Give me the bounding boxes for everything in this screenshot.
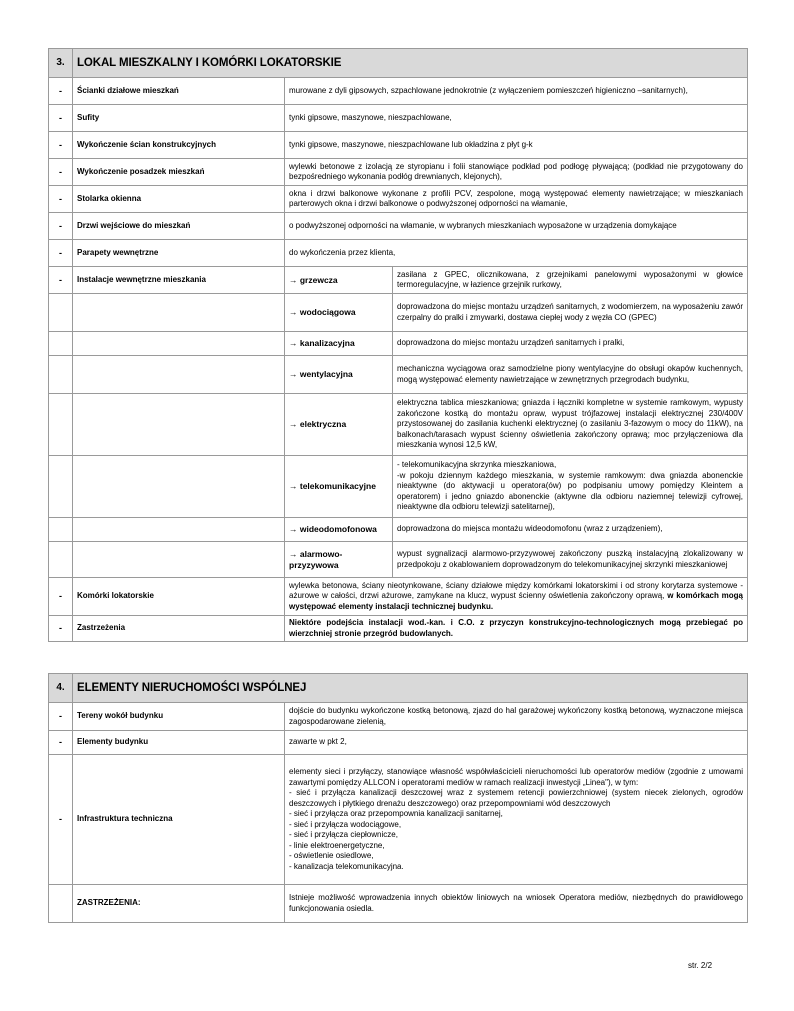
row-label: Wykończenie posadzek mieszkań xyxy=(73,159,285,186)
lockers-description xyxy=(285,578,748,616)
installation-row xyxy=(49,356,748,394)
row-description: tynki gipsowe, maszynowe, nieszpachlowane lub okładzina z płyt g-k xyxy=(285,132,748,159)
installation-name: → wideodomofonowa xyxy=(285,518,393,542)
table-row xyxy=(49,240,748,267)
reservations-description: Niektóre podejścia instalacji wod.-kan. i C.O. z przyczyn konstrukcyjno-technologicznych mogą przebiegać po wierzchniej stronie przegród budowlanych. xyxy=(285,616,748,642)
table-row xyxy=(49,616,748,642)
row-dash: - xyxy=(49,703,73,731)
empty-cell xyxy=(49,518,73,542)
row-label: Drzwi wejściowe do mieszkań xyxy=(73,213,285,240)
row-description: murowane z dyli gipsowych, szpachlowane jednokrotnie (z wyłączeniem pomieszczeń higieniczno –sanitarnych), xyxy=(285,78,748,105)
row-dash: - xyxy=(49,755,73,885)
table-row xyxy=(49,132,748,159)
installation-description: doprowadzona do miejsca montażu wideodomofonu (wraz z urządzeniem), xyxy=(393,518,748,542)
installation-name: → telekomunikacyjne xyxy=(285,456,393,518)
empty-cell xyxy=(73,332,285,356)
empty-cell xyxy=(49,356,73,394)
installation-row xyxy=(49,542,748,578)
reservations-label: ZASTRZEŻENIA: xyxy=(73,885,285,923)
row-description: elementy sieci i przyłączy, stanowiące własność współwłaścicieli nieruchomości lub operatorów mediów (zgodnie z umowami zawartymi pomiędzy ALLCON i operatorami mediów w ramach realizacji inwestycji „Linea"), w tym: - sieć i przyłącza kanalizacji deszczowej wraz z systemem retencji powierzchniowej (system niecek zielonych, ogrodów deszczowych i płytkiego drenażu deszczowego) oraz przepompowniami wód deszczowych - sieć i przyłącza oraz przepompownia kanalizacji sanitarnej, - sieć i przyłącza wodociągowe, - sieć i przyłącza ciepłownicze, - linie elektroenergetyczne, - oświetlenie osiedlowe, - kanalizacja telekomunikacyjna. xyxy=(285,755,748,885)
installation-name: → kanalizacyjna xyxy=(285,332,393,356)
installation-row xyxy=(49,456,748,518)
installation-name: → wentylacyjna xyxy=(285,356,393,394)
installation-row xyxy=(49,518,748,542)
row-label: Elementy budynku xyxy=(73,731,285,755)
section-4-table xyxy=(48,673,748,923)
row-label: Ścianki działowe mieszkań xyxy=(73,78,285,105)
empty-cell xyxy=(49,294,73,332)
section-title: ELEMENTY NIERUCHOMOŚCI WSPÓLNEJ xyxy=(73,674,748,703)
section-3-header xyxy=(49,49,748,78)
row-dash: - xyxy=(49,105,73,132)
row-description: zawarte w pkt 2, xyxy=(285,731,748,755)
reservations-description: Istnieje możliwość wprowadzenia innych obiektów liniowych na wniosek Operatora mediów, niezbędnych do prawidłowego funkcjonowania osiedla. xyxy=(285,885,748,923)
row-dash: - xyxy=(49,159,73,186)
lockers-label: Komórki lokatorskie xyxy=(73,578,285,616)
empty-cell xyxy=(49,394,73,456)
table-row xyxy=(49,78,748,105)
lockers-description-text: wylewka betonowa, ściany nieotynkowane, ściany działowe między komórkami lokatorskimi i od strony korytarza systemowe - ażurowe w całości, drzwi ażurowe, zamykane na klucz, wypust ścienny oświetlenia zakończony oprawą, xyxy=(289,580,743,601)
installation-name: → grzewcza xyxy=(285,267,393,294)
section-number: 4. xyxy=(49,674,73,703)
section-3-table xyxy=(48,48,748,642)
section-title: LOKAL MIESZKALNY I KOMÓRKI LOKATORSKIE xyxy=(73,49,748,78)
row-label: Stolarka okienna xyxy=(73,186,285,213)
section-4-header xyxy=(49,674,748,703)
row-description: dojście do budynku wykończone kostką betonową, zjazd do hal garażowej wykończony kostką betonową, wyznaczone miejsca zagospodarowane zielenią, xyxy=(285,703,748,731)
row-label: Sufity xyxy=(73,105,285,132)
table-row xyxy=(49,755,748,885)
row-dash: - xyxy=(49,132,73,159)
installation-row xyxy=(49,394,748,456)
row-dash: - xyxy=(49,731,73,755)
empty-cell xyxy=(49,456,73,518)
installation-name: → alarmowo- przyzywowa xyxy=(285,542,393,578)
section-number: 3. xyxy=(49,49,73,78)
table-row xyxy=(49,578,748,616)
table-row xyxy=(49,159,748,186)
empty-cell xyxy=(73,456,285,518)
row-label: Parapety wewnętrzne xyxy=(73,240,285,267)
row-description: do wykończenia przez klienta, xyxy=(285,240,748,267)
installation-row xyxy=(49,267,748,294)
row-description: okna i drzwi balkonowe wykonane z profili PCV, zespolone, mogą występować elementy nawietrzające; w mieszkaniach parterowych okna i drzwi balkonowe o podwyższonej odporności na włamanie, xyxy=(285,186,748,213)
installation-description: - telekomunikacyjna skrzynka mieszkaniowa, -w pokoju dziennym każdego mieszkania, w systemie ramkowym: dwa gniazda abonenckie nieaktywne (do aktywacji u operatora(ów) po podpisaniu umowy pomiędzy Kleintem a operatorem) i jedno gniazdo abonenckie (aktywne dla odbioru naziemnej telewizji cyfrowej, nieaktywne dla odbioru telewizji satelitarnej), xyxy=(393,456,748,518)
row-dash: - xyxy=(49,78,73,105)
row-dash: - xyxy=(49,616,73,642)
installation-description: wypust sygnalizacji alarmowo-przyzywowej zakończony puszką instalacyjną zlokalizowany w przedpokoju z okablowaniem doprowadzonym do telekomunikacyjnej skrzynki mieszkaniowej xyxy=(393,542,748,578)
empty-cell xyxy=(49,542,73,578)
row-dash: - xyxy=(49,240,73,267)
row-dash: - xyxy=(49,186,73,213)
row-description: wylewki betonowe z izolacją ze styropianu i folii stanowiące podkład pod podłogę pływającą; (podkład nie przygotowany do bezpośredniego wykonania podłóg drewnianych, klejonych), xyxy=(285,159,748,186)
installation-description: zasilana z GPEC, olicznikowana, z grzejnikami panelowymi wyposażonymi w głowice termoregulacyjne, w łazience grzejnik rurkowy, xyxy=(393,267,748,294)
installation-name: → elektryczna xyxy=(285,394,393,456)
empty-cell xyxy=(73,294,285,332)
row-label: Tereny wokół budynku xyxy=(73,703,285,731)
installations-label: Instalacje wewnętrzne mieszkania xyxy=(73,267,285,294)
installation-row xyxy=(49,294,748,332)
installation-description: mechaniczna wyciągowa oraz samodzielne piony wentylacyjne do obsługi okapów kuchennych, mogą występować elementy nawietrzające w zewnętrznych przegrodach budynku, xyxy=(393,356,748,394)
installation-description: doprowadzona do miejsc montażu urządzeń sanitarnych, z wodomierzem, na wyposażeniu zawór czerpalny do pralki i zmywarki, dostawa ciepłej wody z węzła CO (GPEC) xyxy=(393,294,748,332)
lockers-description-bold: w komórkach mogą występować elementy instalacji technicznej budynku. xyxy=(289,591,744,611)
page-number: str. 2/2 xyxy=(688,961,713,970)
installation-name: → wodociągowa xyxy=(285,294,393,332)
table-row xyxy=(49,885,748,923)
row-description: o podwyższonej odporności na włamanie, w wybranych mieszkaniach wyposażone w urządzenia domykające xyxy=(285,213,748,240)
installation-description: elektryczna tablica mieszkaniowa; gniazda i łączniki kompletne w systemie ramkowym, wypusty zakończone kostką do montażu opraw, wypust trójfazowej instalacji elektrycznej 230/400V przystosowanej do zasilania kuchenki elektrycznej (o zasilaniu 3-fazowym o mocy do 11kW), na balkonach/tarasach wypust ścienny oświetlenia zakończony oprawą; moc przyłączeniowa dla mieszkania wynosi 12,5 kW, xyxy=(393,394,748,456)
empty-cell xyxy=(49,885,73,923)
table-row xyxy=(49,703,748,731)
reservations-label: Zastrzeżenia xyxy=(73,616,285,642)
table-row xyxy=(49,105,748,132)
row-label: Infrastruktura techniczna xyxy=(73,755,285,885)
empty-cell xyxy=(73,518,285,542)
row-dash: - xyxy=(49,267,73,294)
installation-description: doprowadzona do miejsc montażu urządzeń sanitarnych i pralki, xyxy=(393,332,748,356)
table-row xyxy=(49,186,748,213)
table-row xyxy=(49,213,748,240)
row-dash: - xyxy=(49,213,73,240)
row-description: tynki gipsowe, maszynowe, nieszpachlowane, xyxy=(285,105,748,132)
empty-cell xyxy=(73,394,285,456)
row-label: Wykończenie ścian konstrukcyjnych xyxy=(73,132,285,159)
row-dash: - xyxy=(49,578,73,616)
empty-cell xyxy=(49,332,73,356)
table-row xyxy=(49,731,748,755)
empty-cell xyxy=(73,542,285,578)
empty-cell xyxy=(73,356,285,394)
installation-row xyxy=(49,332,748,356)
